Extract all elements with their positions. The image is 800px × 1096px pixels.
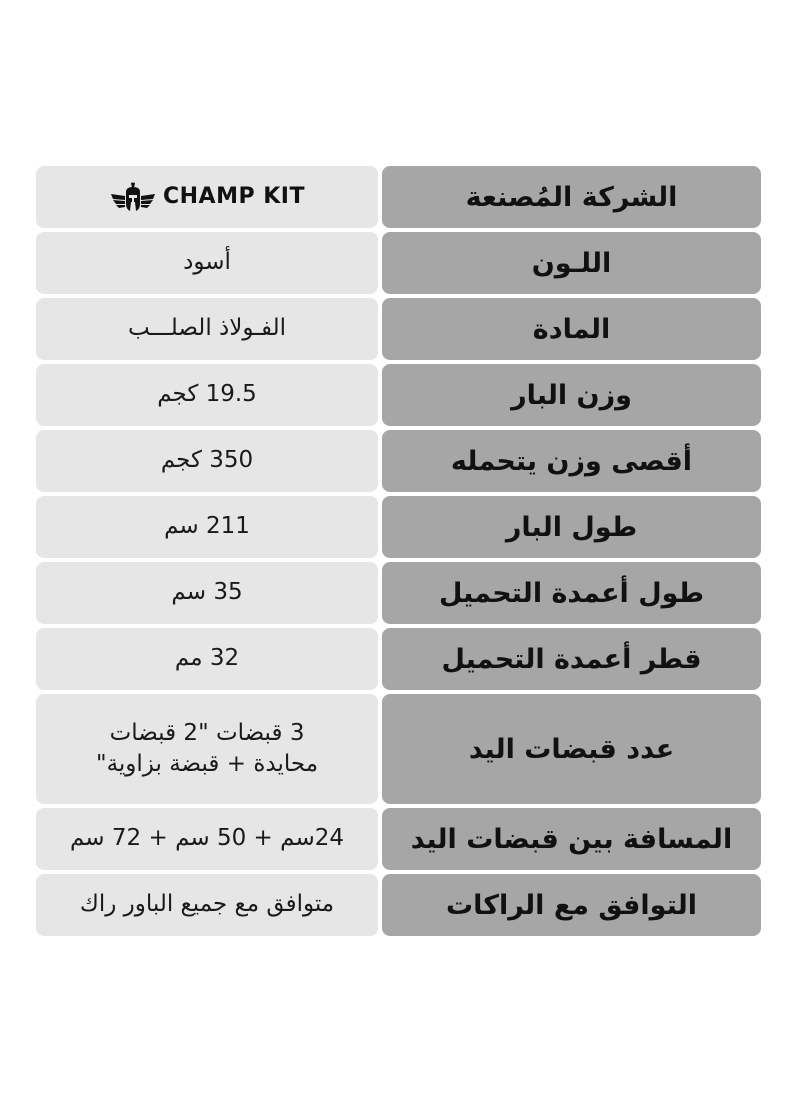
label-cell: اللـون: [382, 232, 761, 294]
spartan-helmet-wings-icon: [109, 182, 157, 212]
value-cell: أسود: [36, 232, 378, 294]
label-cell: المادة: [382, 298, 761, 360]
spec-row-rack-compatibility: [36, 874, 761, 936]
spec-row-sleeve-length: [36, 562, 761, 624]
value-cell: 35 سم: [36, 562, 378, 624]
spec-row-bar-length: [36, 496, 761, 558]
value-cell: الفـولاذ الصلـــب: [36, 298, 378, 360]
label-cell: التوافق مع الراكات: [382, 874, 761, 936]
label-cell: قطر أعمدة التحميل: [382, 628, 761, 690]
spec-row-manufacturer: [36, 166, 761, 228]
spec-row-sleeve-diameter: [36, 628, 761, 690]
value-cell: متوافق مع جميع الباور راك: [36, 874, 378, 936]
label-cell: المسافة بين قبضات اليد: [382, 808, 761, 870]
spec-table: [36, 166, 761, 940]
label-cell: وزن البار: [382, 364, 761, 426]
spec-row-grip-spacing: [36, 808, 761, 870]
value-line-1: 3 قبضات "2 قبضات: [109, 719, 305, 746]
value-cell: [36, 694, 378, 804]
value-line-2: محايدة + قبضة بزاوية": [96, 751, 319, 777]
spec-row-grip-count: [36, 694, 761, 804]
spec-row-material: [36, 298, 761, 360]
label-cell: أقصى وزن يتحمله: [382, 430, 761, 492]
spec-row-max-load: [36, 430, 761, 492]
brand-logo: [109, 182, 305, 212]
label-cell: طول أعمدة التحميل: [382, 562, 761, 624]
value-cell: 24سم + 50 سم + 72 سم: [36, 808, 378, 870]
label-cell: الشركة المُصنعة: [382, 166, 761, 228]
value-cell: 211 سم: [36, 496, 378, 558]
label-cell: طول البار: [382, 496, 761, 558]
value-cell: 350 كجم: [36, 430, 378, 492]
spec-row-bar-weight: [36, 364, 761, 426]
spec-row-color: [36, 232, 761, 294]
value-cell: [36, 166, 378, 228]
value-cell: 19.5 كجم: [36, 364, 378, 426]
value-cell: 32 مم: [36, 628, 378, 690]
label-cell: عدد قبضات اليد: [382, 694, 761, 804]
brand-name: CHAMP KIT: [163, 184, 305, 210]
